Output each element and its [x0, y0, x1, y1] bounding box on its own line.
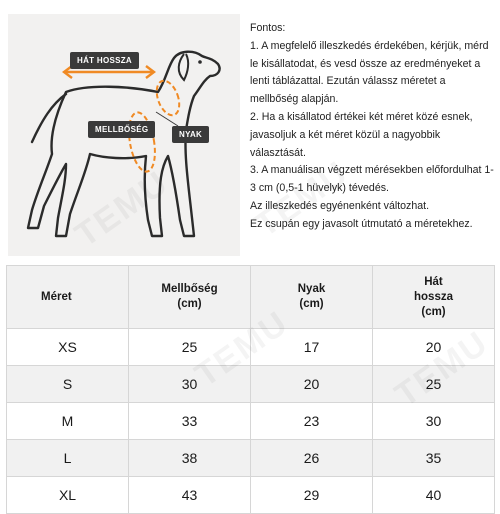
table-row: [7, 403, 495, 440]
neck-label: NYAK: [172, 126, 209, 143]
note-3: 3. A manuálisan végzett mérésekben előfordulhat 1-3 cm (0,5-1 hüvelyk) tévedés.: [250, 164, 494, 195]
cell-neck: 17: [251, 329, 373, 366]
cell-back-length: 25: [373, 366, 495, 403]
table-row: [7, 329, 495, 366]
table-row: [7, 477, 495, 514]
chest-label: MELLBŐSÉG: [88, 121, 155, 138]
instructions-text: [250, 20, 494, 234]
cell-neck: 23: [251, 403, 373, 440]
cell-chest: 43: [129, 477, 251, 514]
back-length-label: HÁT HOSSZA: [70, 52, 139, 69]
size-chart-table: [6, 265, 495, 514]
cell-size: XS: [7, 329, 129, 366]
cell-back-length: 40: [373, 477, 495, 514]
header-neck: Nyak (cm): [251, 266, 373, 329]
cell-chest: 25: [129, 329, 251, 366]
note-4: Az illeszkedés egyénenként változhat.: [250, 199, 430, 212]
cell-size: S: [7, 366, 129, 403]
notes-heading: Fontos:: [250, 22, 286, 34]
table-row: [7, 366, 495, 403]
cell-back-length: 30: [373, 403, 495, 440]
cell-neck: 26: [251, 440, 373, 477]
note-5: Ez csupán egy javasolt útmutató a méretekhez.: [250, 217, 473, 230]
cell-size: XL: [7, 477, 129, 514]
cell-back-length: 35: [373, 440, 495, 477]
cell-neck: 20: [251, 366, 373, 403]
cell-back-length: 20: [373, 329, 495, 366]
table-row: [7, 440, 495, 477]
note-1: 1. A megfelelő illeszkedés érdekében, kérjük, mérd le kisállatodat, és vesd össze az eredményeket a lenti táblázattal. Ezután válassz méretet a mellbőség alapján.: [250, 39, 489, 106]
header-size: Méret: [7, 266, 129, 329]
cell-size: L: [7, 440, 129, 477]
cell-chest: 38: [129, 440, 251, 477]
header-chest: Mellbőség (cm): [129, 266, 251, 329]
note-2: 2. Ha a kisállatod értékei két méret közé esnek, javasoljuk a két méret közül a nagyobbik választását.: [250, 110, 473, 159]
cell-chest: 30: [129, 366, 251, 403]
cell-chest: 33: [129, 403, 251, 440]
dog-measurement-illustration: [8, 14, 240, 256]
cell-size: M: [7, 403, 129, 440]
table-header-row: [7, 266, 495, 329]
header-back-length: Hát hossza (cm): [373, 266, 495, 329]
cell-neck: 29: [251, 477, 373, 514]
